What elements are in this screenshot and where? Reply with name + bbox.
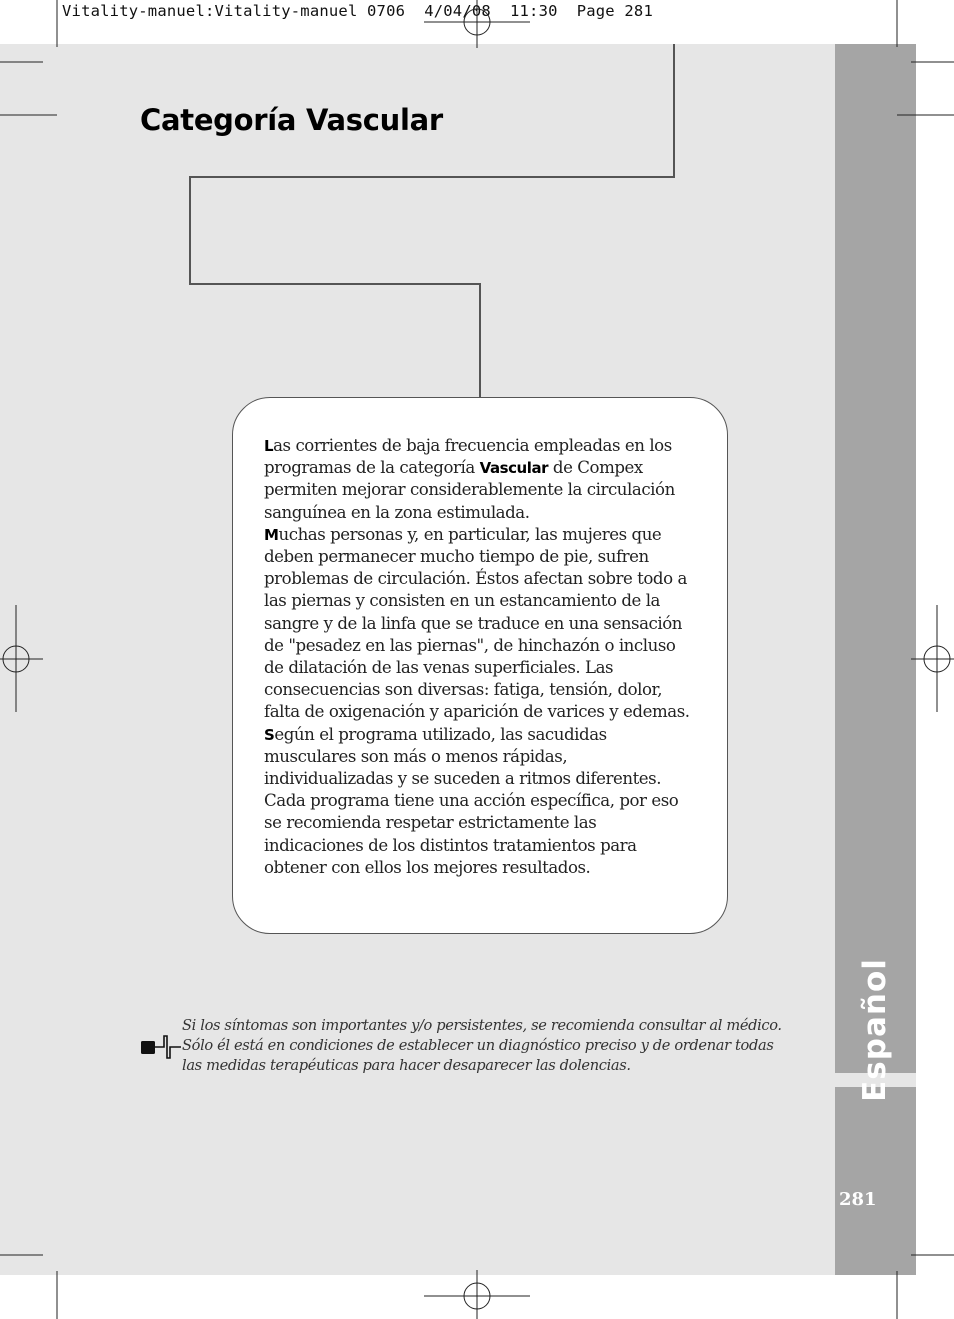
paragraph-text: as corrientes de baja frecuencia empleadas en los programas de la categoría bbox=[264, 436, 672, 478]
category-keyword: Vascular bbox=[479, 459, 549, 478]
language-label: Español bbox=[857, 958, 893, 1102]
drop-cap: S bbox=[264, 725, 275, 744]
paragraph-text: de Compex permiten mejorar considerablemente la circulación sanguínea en la zona estimulada. bbox=[264, 458, 675, 522]
print-header: Vitality-manuel:Vitality-manuel 0706 4/04/08 11:30 Page 281 bbox=[62, 2, 653, 20]
drop-cap: L bbox=[264, 437, 274, 455]
page-title: Categoría Vascular bbox=[140, 103, 443, 137]
drop-cap: M bbox=[264, 525, 279, 544]
note-line-2: Sólo él está en condiciones de establecer un diagnóstico preciso y de ordenar todas bbox=[182, 1037, 774, 1054]
page-number: 281 bbox=[839, 1189, 877, 1210]
paragraph-text: uchas personas y, en particular, las mujeres que deben permanecer mucho tiempo de pie, sufren problemas de circulación. Éstos afectan sobre todo a las piernas y consisten en un estancamiento de la sangre y de la linfa que se traduce en una sensación de "pesadez en las piernas", de hinchazón o incluso de dilatación de las venas superficiales. Las consecuencias son diversas: fatiga, tensión, dolor, falta de oxigenación y aparición de varices y edemas. bbox=[264, 524, 690, 722]
note-line-1: Si los síntomas son importantes y/o persistentes, se recomienda consultar al médico. bbox=[182, 1017, 782, 1034]
paragraph-text: egún el programa utilizado, las sacudidas musculares son más o menos rápidas, individualizadas y se suceden a ritmos diferentes. Cada programa tiene una acción específica, por eso se recomienda respetar estrictamente las indicaciones de los distintos tratamientos para obtener con ellos los mejores resultados. bbox=[264, 724, 679, 877]
note-line-3: las medidas terapéuticas para hacer desaparecer las dolencias. bbox=[182, 1057, 631, 1074]
